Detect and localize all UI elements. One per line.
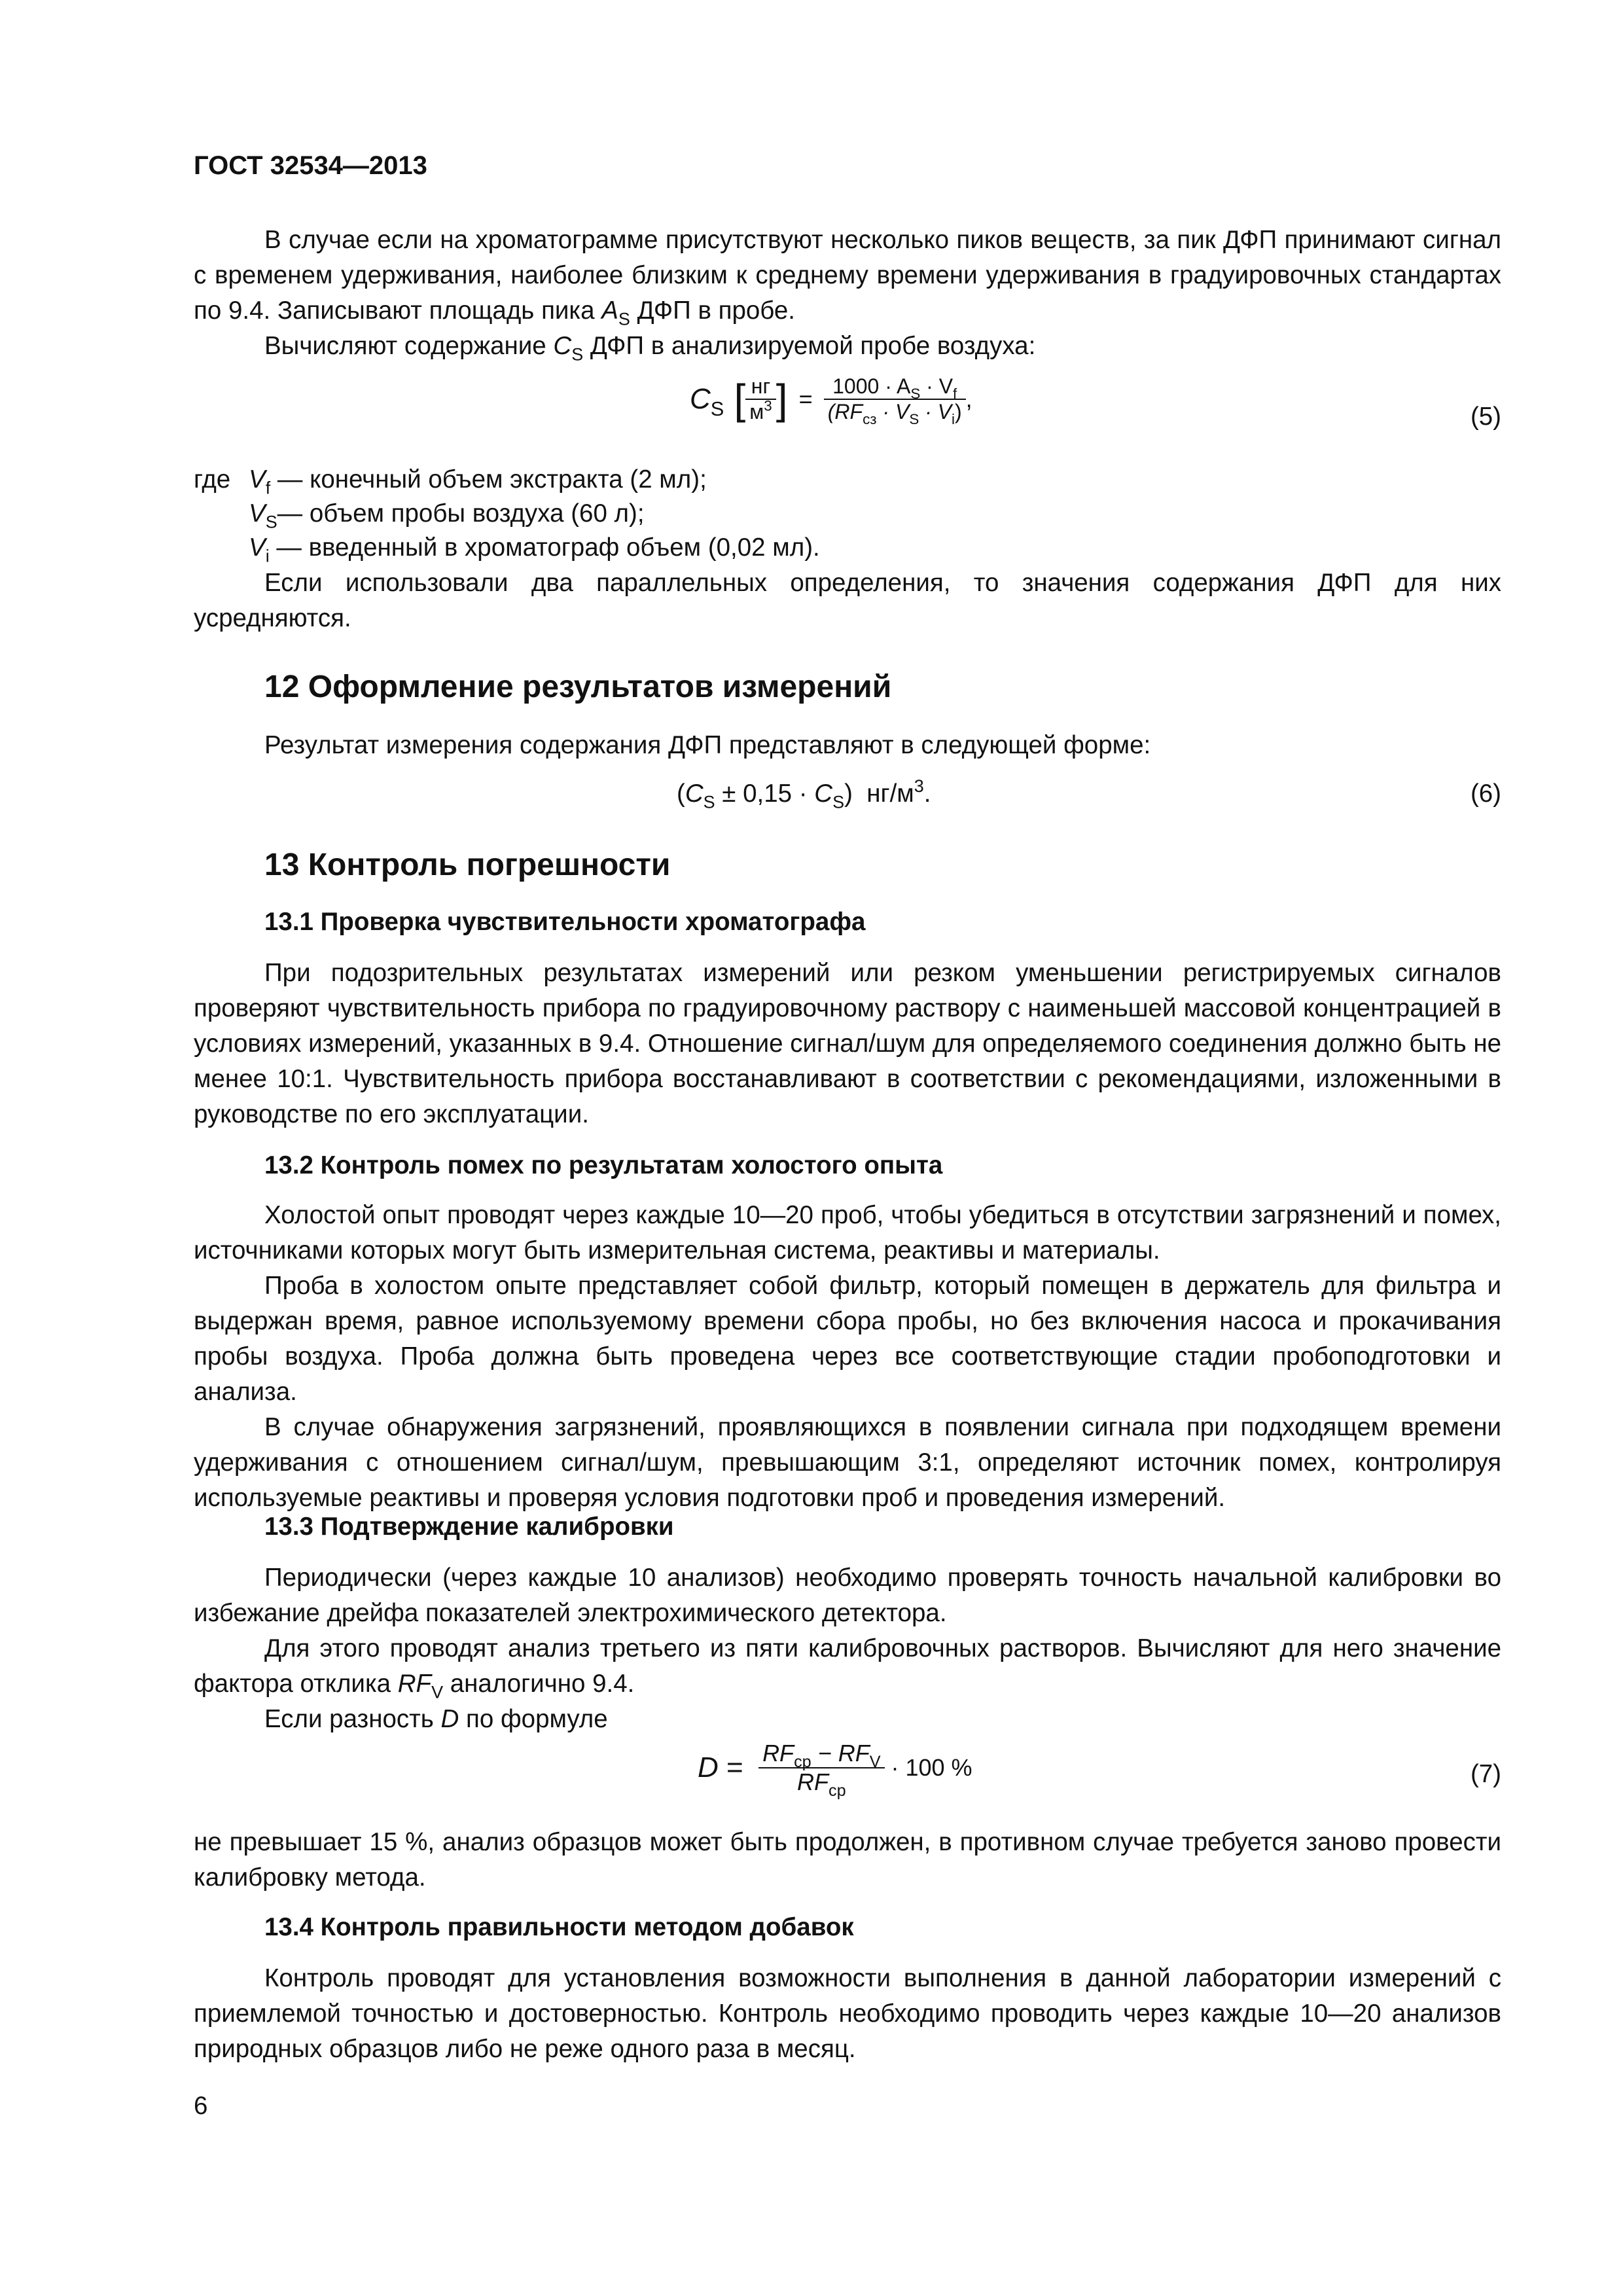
where-item-vi-sub: i	[265, 546, 270, 566]
where-item-vs	[249, 496, 645, 531]
formula-5-bracket-open: [	[734, 376, 746, 423]
section-13-3-title: 13.3 Подтверждение калибровки	[264, 1513, 674, 1541]
where-label: где	[194, 465, 231, 493]
formula-7-eq: =	[718, 1751, 751, 1784]
section-13-3-para-2	[194, 1631, 1501, 1702]
section-13-2-para-1: Холостой опыт проводят через каждые 10—20 проб, чтобы убедиться в отсутствии загрязнений и помех, источниками которых могут быть измерительная система, реактивы и материалы.	[194, 1201, 1501, 1265]
formula-6-c2: C	[814, 780, 833, 808]
where-item-vi-text: — введенный в хроматограф объем (0,02 мл).	[269, 533, 820, 562]
formula-7-den: RF	[796, 1768, 829, 1795]
section-13-4-text: Контроль проводят для установления возможности выполнения в данной лаборатории измерений с приемлемой точностью и достоверностью. Контроль необходимо проводить через каждые 10—20 анализов природных образцов либо не реже одного раза в месяц.	[194, 1964, 1501, 2063]
section-13-3-para-1: Периодически (через каждые 10 анализов) необходимо проверять точность начальной калибровки во избежание дрейфа показателей электрохимического детектора.	[194, 1564, 1501, 1627]
where-item-vs-sub: S	[265, 512, 277, 532]
formula-7-num-mid: − RF	[811, 1740, 870, 1767]
formula-5-num-end: · V	[920, 374, 954, 398]
where-item-vs-sym: V	[249, 499, 266, 528]
where-item-vi-sym: V	[249, 533, 266, 562]
formula-5-lhs: C	[690, 383, 711, 415]
equation-number-5: (5)	[1470, 403, 1501, 431]
formula-5-den-c-sub: i	[952, 410, 955, 427]
formula-7-num-a-sub: ср	[794, 1752, 812, 1771]
formula-7-den-sub: ср	[828, 1781, 846, 1800]
section-13-title: 13 Контроль погрешности	[264, 848, 671, 882]
formula-6-mid: ± 0,15 ·	[715, 780, 815, 808]
formula-5-num-end-sub: f	[953, 385, 957, 402]
formula-7-num-a: RF	[762, 1740, 794, 1767]
formula-5-den-b: · V	[876, 400, 910, 423]
where-item-vi	[249, 530, 820, 565]
section-13-3-para-2-text: Для этого проводят анализ третьего из пяти калибровочных растворов. Вычисляют для него значение фактора отклика	[194, 1634, 1501, 1698]
formula-5-den-a: (RF	[827, 400, 863, 423]
formula-5-den-c: · V	[919, 400, 952, 423]
paragraph-parallel: Если использовали два параллельных определения, то значения содержания ДФП для них усредняются.	[194, 569, 1501, 632]
section-13-1-text: При подозрительных результатах измерений или резком уменьшении регистрируемых сигналов проверяют чувствительность прибора по градуировочному раствору с наименьшей массовой концентрацией в условиях измерений, указанных в 9.4. Отношение сигнал/шум для определяемого соединения должно быть не менее 10:1. Чувствительность прибора восстанавливают в соответствии с рекомендациями, изложенными в руководстве по его эксплуатации.	[194, 959, 1502, 1128]
where-item-vf-text: — конечный объем экстракта (2 мл);	[270, 465, 707, 493]
formula-5-unit-den: м	[749, 400, 764, 423]
calc-intro-subscript: S	[571, 344, 584, 365]
area-subscript: S	[618, 309, 630, 329]
formula-6-c1-sub: S	[703, 792, 715, 812]
paragraph-peaks	[194, 223, 1501, 329]
section-12-title: 12 Оформление результатов измерений	[264, 670, 892, 704]
area-symbol: A	[601, 296, 618, 325]
section-13-2-title: 13.2 Контроль помех по результатам холостого опыта	[264, 1151, 943, 1179]
formula-6-end: .	[923, 780, 931, 808]
section-13-4-title: 13.4 Контроль правильности методом добавок	[264, 1913, 854, 1941]
formula-7-num-b-sub: V	[869, 1752, 881, 1771]
formula-5-unit-num: нг	[751, 374, 771, 398]
paragraph-peaks-text: В случае если на хроматограмме присутствуют несколько пиков веществ, за пик ДФП принимают сигнал с временем удерживания, наиболее близким к среднему времени удерживания в градуировочных стандартах по 9.4. Записывают площадь пика	[194, 226, 1501, 325]
section-13-3-para-4: не превышает 15 %, анализ образцов может быть продолжен, в противном случае требуется заново провести калибровку метода.	[194, 1828, 1501, 1892]
formula-5-equals: =	[798, 386, 813, 412]
section-13-3-para-3-end: по формуле	[459, 1705, 608, 1733]
section-12-text: Результат измерения содержания ДФП представляют в следующей форме:	[264, 731, 1151, 759]
section-13-3-rf-sub: V	[431, 1682, 444, 1702]
section-13-3-para-2-end: аналогично 9.4.	[443, 1670, 635, 1698]
formula-5-num-sub: S	[910, 385, 921, 402]
paragraph-peaks-end: ДФП в пробе.	[630, 296, 796, 325]
section-13-2-para-2: Проба в холостом опыте представляет собой фильтр, который помещен в держатель для фильтра и выдержан время, равное используемому времени сбора пробы, но без включения насоса и прокачивания пробы воздуха. Проба должна быть проведена через все соответствующие стадии пробоподготовки и анализа.	[194, 1272, 1501, 1406]
where-item-vf	[249, 462, 707, 497]
formula-5-num: 1000 · A	[832, 374, 911, 398]
equation-number-7: (7)	[1470, 1760, 1501, 1788]
calc-intro-symbol: C	[553, 332, 572, 360]
formula-5-fraction	[824, 374, 966, 427]
formula-7-fraction	[758, 1740, 884, 1800]
section-13-3-d-symbol: D	[440, 1705, 459, 1733]
formula-6-sup: 3	[914, 776, 924, 797]
formula-5-bracket-close: ]	[776, 376, 788, 423]
formula-5-den-end: )	[955, 400, 962, 423]
section-13-2-para-3: В случае обнаружения загрязнений, проявляющихся в появлении сигнала при подходящем времени удерживания с отношением сигнал/шум, превышающим 3:1, определяют источник помех, контролируя используемые реактивы и проверяя условия подготовки проб и проведения измерений.	[194, 1413, 1501, 1512]
formula-7-tail: · 100 %	[884, 1754, 972, 1781]
formula-6-c1: C	[685, 780, 704, 808]
page-number: 6	[194, 2092, 208, 2120]
where-item-vf-sym: V	[249, 465, 266, 493]
where-item-vf-sub: f	[265, 478, 271, 498]
section-13-1-title: 13.1 Проверка чувствительности хроматографа	[264, 908, 866, 936]
section-13-3-para-3	[194, 1702, 1501, 1737]
formula-6	[677, 776, 931, 812]
formula-5-unit-den-sup: 3	[764, 397, 772, 414]
calc-intro-text: Вычисляют содержание	[264, 332, 554, 360]
formula-5-unit	[745, 374, 776, 424]
formula-5-trail: ,	[965, 386, 972, 412]
formula-5-den-a-sub: сз	[863, 410, 877, 427]
document-header: ГОСТ 32534—2013	[194, 151, 427, 180]
formula-6-c2-sub: S	[832, 792, 845, 812]
section-13-3-para-3-text: Если разность	[264, 1705, 441, 1733]
formula-5	[690, 374, 972, 427]
formula-6-open: (	[677, 780, 685, 808]
formula-6-close: ) нг/м	[844, 780, 914, 808]
equation-number-6: (6)	[1470, 780, 1501, 808]
formula-7-lhs: D	[698, 1751, 719, 1784]
formula-5-lhs-sub: S	[710, 397, 724, 420]
formula-7	[698, 1740, 972, 1800]
calc-intro-text-end: ДФП в анализируемой пробе воздуха:	[583, 332, 1036, 360]
where-item-vs-text: — объем пробы воздуха (60 л);	[277, 499, 645, 528]
formula-5-den-b-sub: S	[909, 410, 919, 427]
paragraph-calc-intro	[194, 329, 1501, 364]
section-13-3-rf-symbol: RF	[397, 1670, 432, 1698]
